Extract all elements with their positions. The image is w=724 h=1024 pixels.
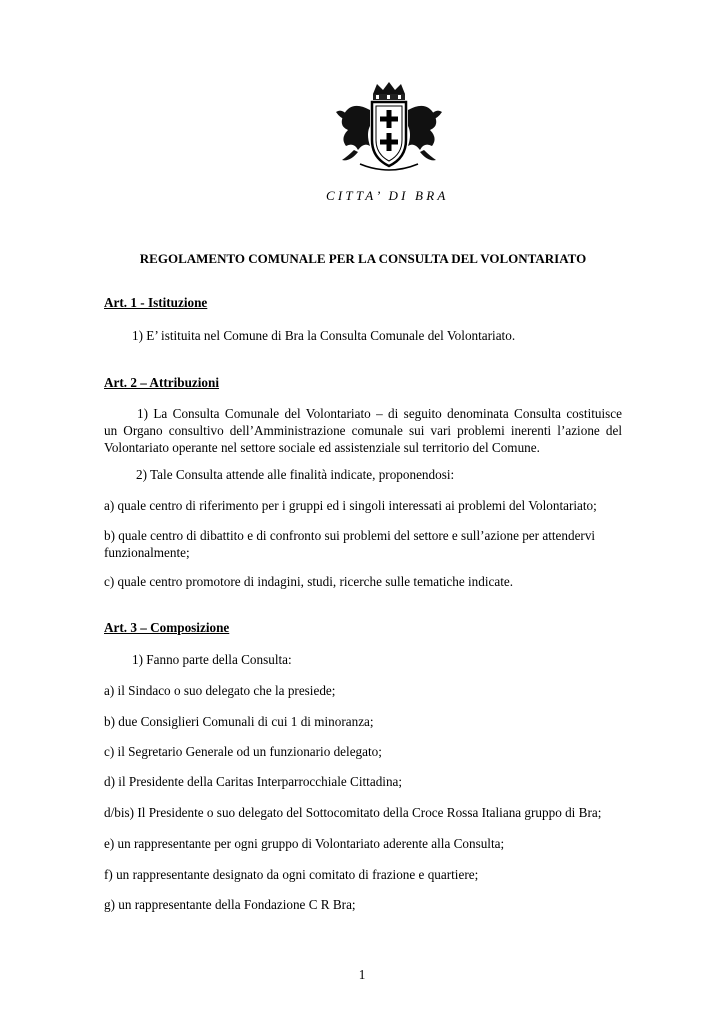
document-title: REGOLAMENTO COMUNALE PER LA CONSULTA DEL VOLONTARIATO bbox=[139, 251, 587, 266]
art2-paragraph-1 bbox=[104, 405, 622, 456]
art2-paragraph-2: 2) Tale Consulta attende alle finalità indicate, proponendosi: bbox=[136, 467, 455, 482]
art3-item-dbis: d/bis) Il Presidente o suo delegato del Sottocomitato della Croce Rossa Italiana gruppo di Bra; bbox=[104, 805, 602, 820]
city-name-header: CITTA’ DI BRA bbox=[326, 188, 449, 203]
art3-heading: Art. 3 – Composizione bbox=[104, 620, 230, 635]
city-crest-emblem bbox=[330, 80, 448, 176]
art1-heading: Art. 1 - Istituzione bbox=[104, 295, 208, 310]
art3-item-e: e) un rappresentante per ogni gruppo di Volontariato aderente alla Consulta; bbox=[104, 836, 505, 851]
art3-item-c: c) il Segretario Generale od un funzionario delegato; bbox=[104, 744, 382, 759]
art3-item-f: f) un rappresentante designato da ogni comitato di frazione e quartiere; bbox=[104, 867, 479, 882]
art2-heading: Art. 2 – Attribuzioni bbox=[104, 375, 220, 390]
art2-item-a: a) quale centro di riferimento per i gruppi ed i singoli interessati ai problemi del Volontariato; bbox=[104, 498, 597, 513]
art3-paragraph-1: 1) Fanno parte della Consulta: bbox=[132, 652, 292, 667]
art3-item-d: d) il Presidente della Caritas Interparrocchiale Cittadina; bbox=[104, 774, 403, 789]
art2-item-c: c) quale centro promotore di indagini, studi, ricerche sulle tematiche indicate. bbox=[104, 574, 514, 589]
art3-item-g: g) un rappresentante della Fondazione C R Bra; bbox=[104, 897, 356, 912]
art2-paragraph-1-rest: un Organo consultivo dell’Amministrazione comunale sui vari problemi inerenti l’azione del Volontariato operante nel settore sociale ed assistenziale sul territorio del Comune. bbox=[104, 423, 622, 455]
art2-paragraph-1-first-line: 1) La Consulta Comunale del Volontariato – di seguito denominata Consulta costituisce bbox=[137, 406, 622, 421]
art3-item-b: b) due Consiglieri Comunali di cui 1 di minoranza; bbox=[104, 714, 374, 729]
art2-item-b: b) quale centro di dibattito e di confronto sui problemi del settore e sull’azione per attendervi funzionalmente; bbox=[104, 528, 596, 560]
art3-item-a: a) il Sindaco o suo delegato che la presiede; bbox=[104, 683, 336, 698]
art1-paragraph-1: 1) E’ istituita nel Comune di Bra la Consulta Comunale del Volontariato. bbox=[132, 328, 516, 343]
page-number: 1 bbox=[358, 967, 366, 982]
